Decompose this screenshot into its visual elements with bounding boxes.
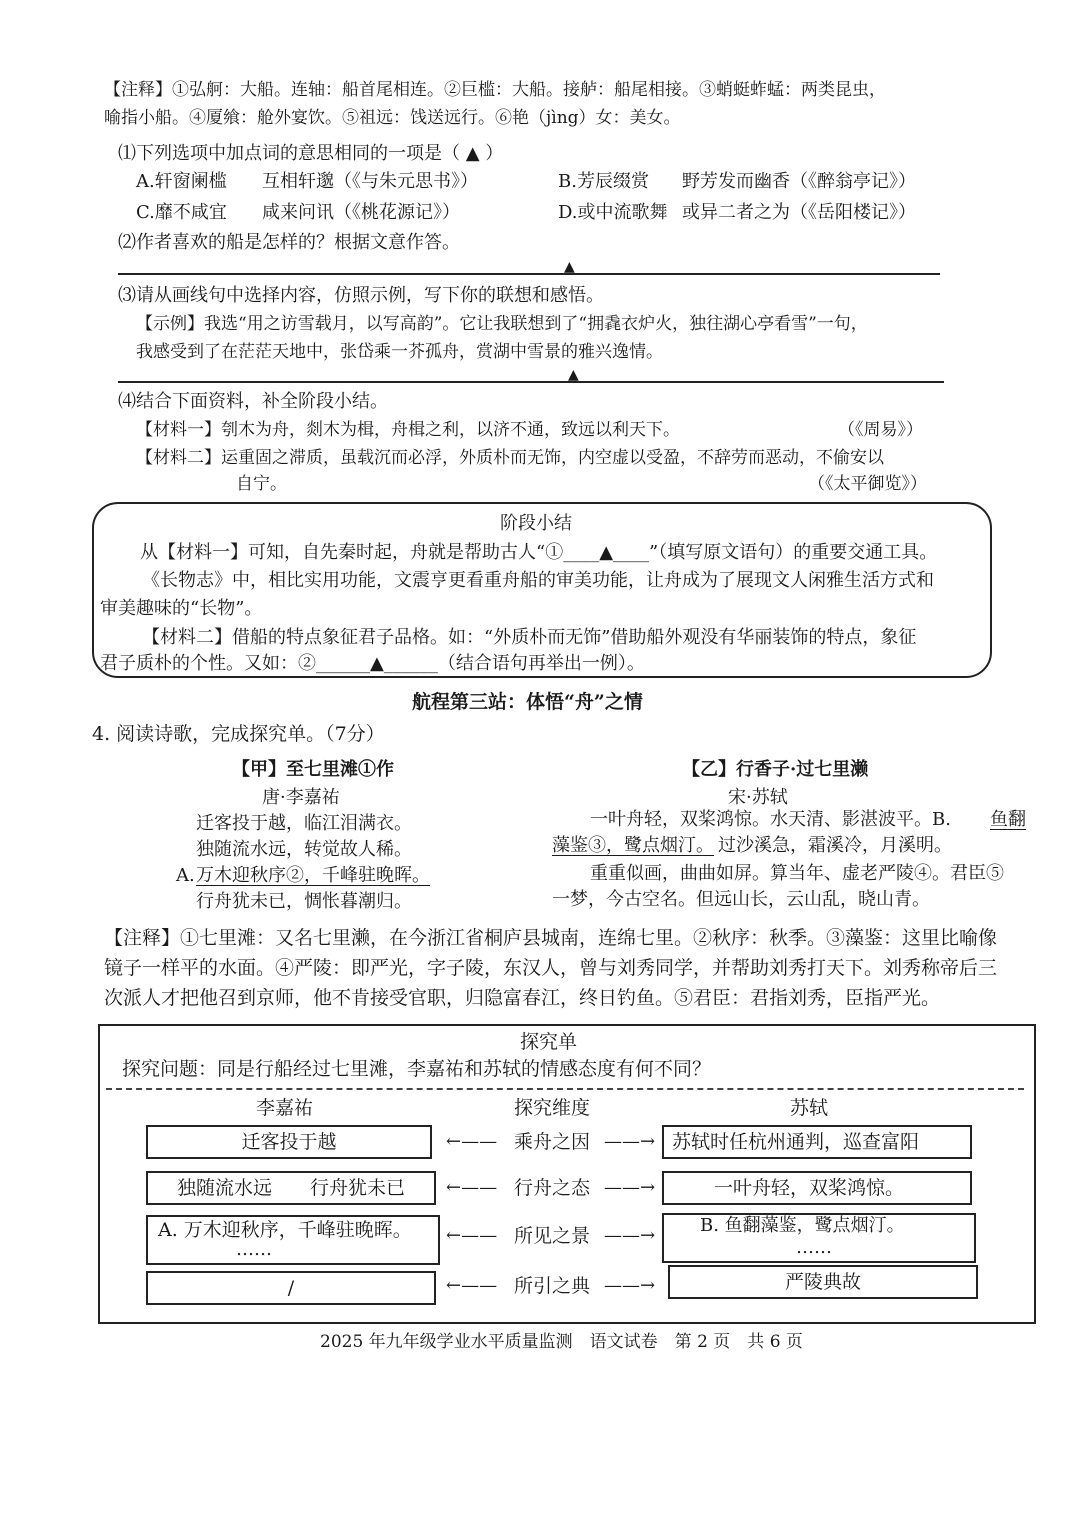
summary-para-2-line-2: 审美趣味的“长物”。 [100, 598, 263, 619]
dimension-label: 行舟之态 [514, 1177, 591, 1199]
answer-line [118, 273, 940, 275]
table-cell-right-text: B. 鱼翻藻鉴，鹭点烟汀。 [700, 1215, 905, 1236]
q1-option-a-right: 互相轩邈（《与朱元思书》） [262, 171, 478, 192]
q3-stem: ⑶请从画线句中选择内容，仿照示例，写下你的联想和感悟。 [118, 285, 604, 306]
q4-stem: ⑷结合下面资料，补全阶段小结。 [118, 391, 388, 412]
dimension-label: 乘舟之因 [514, 1131, 591, 1153]
notes-line-1: 【注释】①弘舸：大船。连轴：船首尾相连。②巨槛：大船。接舻：船尾相接。③蛸蜓蚱蜢：两类昆虫， [104, 80, 886, 100]
dashed-divider [106, 1088, 1024, 1090]
q1-option-d-right: 或异二者之为（《岳阳楼记》） [682, 202, 916, 223]
q1-option-c-right: 咸来问讯（《桃花源记》） [262, 202, 460, 223]
answer-marker: ▲ [564, 259, 575, 275]
material-1: 【材料一】刳木为舟，剡木为楫，舟楫之利，以济不通，致远以利天下。 [136, 420, 680, 440]
q1-option-b-left: B.芳辰缀赏 [558, 171, 649, 192]
table-cell-right-ellipsis: …… [796, 1237, 832, 1258]
worksheet-title: 探究单 [520, 1031, 578, 1053]
q1-option-a-left: A.轩窗阑槛 [136, 171, 227, 192]
dimension-label: 所引之典 [514, 1275, 591, 1297]
dimension-label: 所见之景 [514, 1225, 591, 1247]
poem-a-title: 【甲】至七里滩①作 [232, 759, 394, 780]
summary-para-2-line-1: 《长物志》中，相比实用功能，文震亨更看重舟船的审美功能，让舟成为了展现文人闲雅生活方式和 [142, 570, 934, 591]
summary-title: 阶段小结 [500, 513, 572, 534]
notes-2-line-2: 镜子一样平的水面。④严陵：即严光，字子陵，东汉人，曾与刘秀同学，并帮助刘秀打天下。刘秀称帝后三 [104, 957, 998, 979]
material-2-line-1: 【材料二】运重固之滞质，虽载沉而必浮，外质朴而无饰，内空虚以受盈，不辞劳而恶动，不偷安以 [136, 448, 884, 468]
table-cell-right: 严陵典故 [668, 1265, 978, 1299]
notes-2-line-1: 【注释】①七里滩：又名七里濑，在今浙江省桐庐县城南，连绵七里。②秋序：秋季。③藻鉴：这里比喻像 [104, 927, 998, 949]
q1-option-b-right: 野芳发而幽香（《醉翁亭记》） [682, 171, 916, 192]
poem-b-line-2-underlined: 藻鉴③，鹭点烟汀。 [552, 835, 714, 856]
q1-option-d-left: D.或中流歌舞 [558, 202, 668, 223]
section-title: 航程第三站：体悟“舟”之情 [412, 691, 643, 713]
arrow-left: ←—— [446, 1177, 498, 1198]
column-header-li: 李嘉祐 [256, 1097, 314, 1119]
table-cell-left: 迁客投于越 [146, 1125, 432, 1159]
poem-a-line-1: 迁客投于越，临江泪满衣。 [196, 813, 412, 834]
poem-b-line-2: 过沙溪急，霜溪冷，月溪明。 [718, 835, 952, 856]
q1-stem: ⑴下列选项中加点词的意思相同的一项是（ ▲ ） [118, 143, 504, 164]
material-2-line-2: 自宁。 [236, 474, 287, 494]
arrow-left: ←—— [446, 1225, 498, 1246]
arrow-right: ——→ [604, 1225, 656, 1246]
table-cell-left-ellipsis: …… [236, 1239, 272, 1260]
material-1-source: （《周易》） [838, 420, 923, 440]
table-cell-left: / [146, 1271, 436, 1305]
poem-b-author: 宋·苏轼 [728, 787, 788, 808]
table-cell-left-text: A. 万木迎秋序，千峰驻晚晖。 [158, 1219, 412, 1241]
arrow-right: ——→ [604, 1275, 656, 1296]
arrow-left: ←—— [446, 1131, 498, 1152]
worksheet-question: 探究问题：同是行船经过七里滩，李嘉祐和苏轼的情感态度有何不同？ [122, 1058, 712, 1080]
arrow-right: ——→ [604, 1177, 656, 1198]
question-4-stem: 4. 阅读诗歌，完成探究单。（7分） [92, 723, 385, 745]
answer-line [118, 381, 944, 383]
q3-example-line-1: 【示例】我选“用之访雪载月，以写高韵”。它让我联想到了“拥毳衣炉火，独往湖心亭看雪”一句， [136, 314, 868, 334]
notes-2-line-3: 次派人才把他召到京师，他不肯接受官职，归隐富春江，终日钓鱼。⑤君臣：君指刘秀，臣指严光。 [104, 987, 941, 1009]
notes-line-2: 喻指小船。④厦飨：舱外宴饮。⑤祖远：饯送远行。⑥艳（jìng）女：美女。 [104, 108, 681, 128]
poem-a-line-3-underlined: 万木迎秋序②，千峰驻晚晖。 [196, 865, 430, 886]
poem-b-line-3: 重重似画，曲曲如屏。算当年、虚老严陵④。君臣⑤ [590, 863, 1004, 884]
summary-para-1: 从【材料一】可知，自先秦时起，舟就是帮助古人“①____▲____”（填写原文语句）的重要交通工具。 [140, 542, 938, 563]
q1-option-c-left: C.靡不咸宜 [136, 202, 227, 223]
summary-para-3-line-1: 【材料二】借船的特点象征君子品格。如：“外质朴而无饰”借助船外观没有华丽装饰的特点，象征 [142, 627, 917, 648]
q2-stem: ⑵作者喜欢的船是怎样的？根据文意作答。 [118, 232, 460, 253]
poem-a-label-a: A. [176, 865, 195, 886]
poem-b-title: 【乙】行香子·过七里濑 [682, 759, 869, 780]
column-header-dimension: 探究维度 [514, 1097, 591, 1119]
table-cell-right: 苏轼时任杭州通判，巡查富阳 [662, 1125, 972, 1159]
answer-marker: ▲ [568, 367, 579, 383]
table-cell-right: 一叶舟轻，双桨鸿惊。 [662, 1171, 972, 1205]
table-cell-left: 独随流水远 行舟犹未已 [146, 1171, 436, 1205]
poem-b-line-1-underlined: 鱼翻 [990, 809, 1026, 830]
q3-example-line-2: 我感受到了在茫茫天地中，张岱乘一芥孤舟，赏湖中雪景的雅兴逸情。 [136, 342, 663, 362]
material-2-source: （《太平御览》） [808, 474, 927, 494]
poem-a-line-4: 行舟犹未已，惆怅暮潮归。 [196, 891, 412, 912]
page-footer: 2025 年九年级学业水平质量监测 语文试卷 第 2 页 共 6 页 [320, 1332, 803, 1352]
arrow-left: ←—— [446, 1275, 498, 1296]
summary-para-3-line-2: 君子质朴的个性。又如：②______▲______（结合语句再举出一例）。 [100, 653, 645, 674]
arrow-right: ——→ [604, 1131, 656, 1152]
poem-b-line-4: 一梦，今古空名。但远山长，云山乱，晓山青。 [552, 889, 930, 910]
poem-b-line-1: 一叶舟轻，双桨鸿惊。水天清、影湛波平。B. [590, 809, 951, 830]
poem-a-author: 唐·李嘉祐 [262, 787, 340, 808]
column-header-su: 苏轼 [790, 1097, 829, 1119]
poem-a-line-2: 独随流水远，转觉故人稀。 [196, 839, 412, 860]
